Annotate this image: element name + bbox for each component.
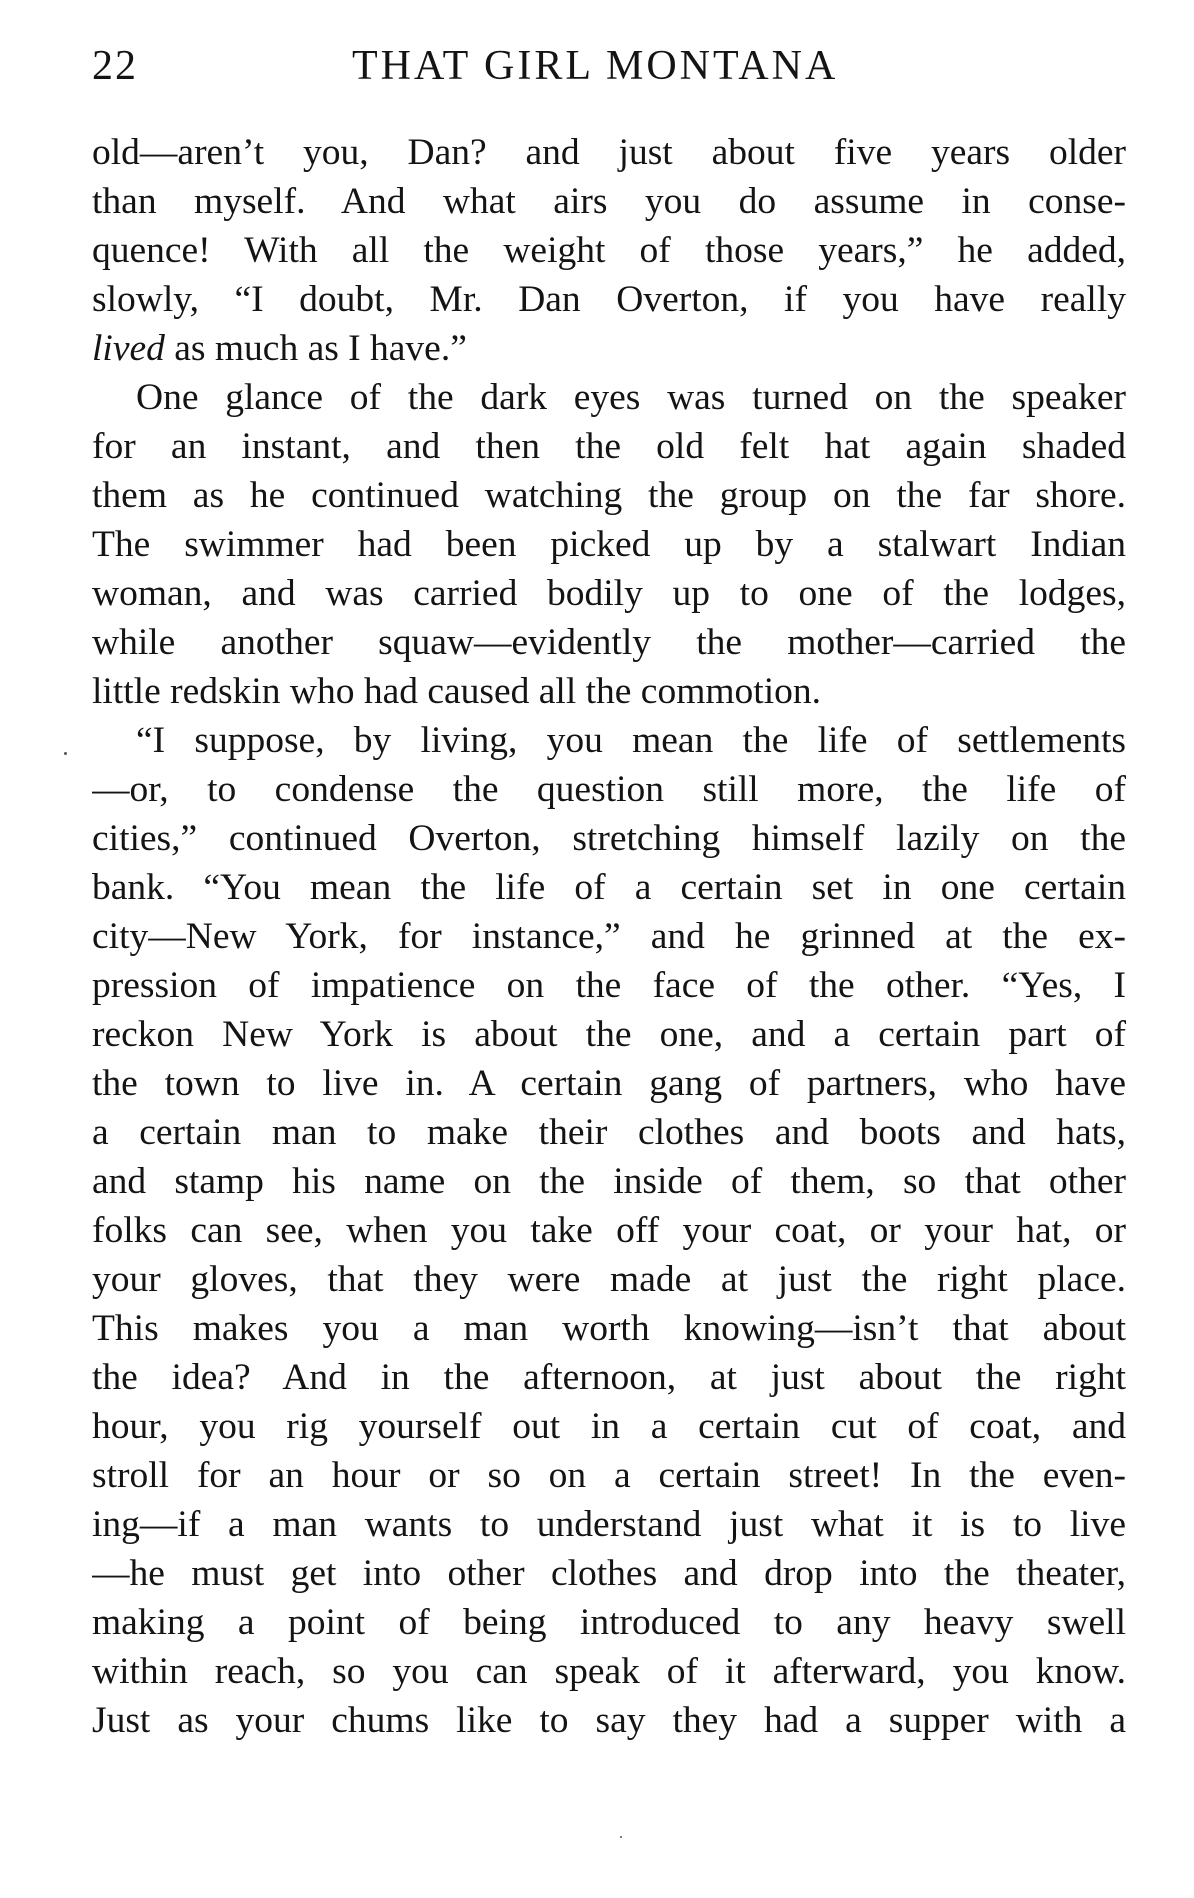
running-title: THAT GIRL MONTANA [352,43,839,89]
text-line: old—aren’t you, Dan? and just about five years older [92,132,1126,173]
page-header [92,36,1126,96]
italic-word: lived [92,328,165,369]
text-line: them as he continued watching the group on the far shore. [92,475,1126,516]
text-line-rest: as much as I have.” [174,328,467,369]
text-line: a certain man to make their clothes and boots and hats, [92,1112,1126,1153]
text-line: the idea? And in the afternoon, at just about the right [92,1357,1126,1398]
text-line: making a point of being introduced to any heavy swell [92,1602,1126,1643]
text-line: —he must get into other clothes and drop into the theater, [92,1553,1126,1594]
text-line: while another squaw—evidently the mother—carried the [92,622,1126,663]
text-line: folks can see, when you take off your coat, or your hat, or [92,1210,1126,1251]
text-line: This makes you a man worth knowing—isn’t that about [92,1308,1126,1349]
scan-speck [64,752,67,755]
text-line: your gloves, that they were made at just the right place. [92,1259,1126,1300]
text-line: little redskin who had caused all the commotion. [92,671,821,712]
text-line: pression of impatience on the face of the other. “Yes, I [92,965,1126,1006]
text-line: within reach, so you can speak of it afterward, you know. [92,1651,1126,1692]
text-line: the town to live in. A certain gang of partners, who have [92,1063,1126,1104]
text-line: ing—if a man wants to understand just what it is to live [92,1504,1126,1545]
text-line: cities,” continued Overton, stretching himself lazily on the [92,818,1126,859]
text-line: woman, and was carried bodily up to one of the lodges, [92,573,1126,614]
text-line: for an instant, and then the old felt hat again shaded [92,426,1126,467]
text-line: slowly, “I doubt, Mr. Dan Overton, if you have really [92,279,1126,320]
text-line: hour, you rig yourself out in a certain cut of coat, and [92,1406,1126,1447]
text-line: reckon New York is about the one, and a certain part of [92,1014,1126,1055]
text-line: bank. “You mean the life of a certain set in one certain [92,867,1126,908]
text-line: Just as your chums like to say they had a supper with a [92,1700,1126,1741]
text-line: than myself. And what airs you do assume in conse- [92,181,1126,222]
text-line: and stamp his name on the inside of them, so that other [92,1161,1126,1202]
scan-speck [620,1836,622,1838]
body-text [92,128,1126,1745]
text-line: “I suppose, by living, you mean the life of settlements [136,720,1126,761]
text-line: One glance of the dark eyes was turned on the speaker [136,377,1126,418]
text-line: —or, to condense the question still more, the life of [92,769,1126,810]
text-line: quence! With all the weight of those years,” he added, [92,230,1126,271]
text-line: stroll for an hour or so on a certain street! In the even- [92,1455,1126,1496]
text-line [92,324,1126,373]
text-line: The swimmer had been picked up by a stalwart Indian [92,524,1126,565]
text-line: city—New York, for instance,” and he grinned at the ex- [92,916,1126,957]
page-number: 22 [92,43,138,89]
